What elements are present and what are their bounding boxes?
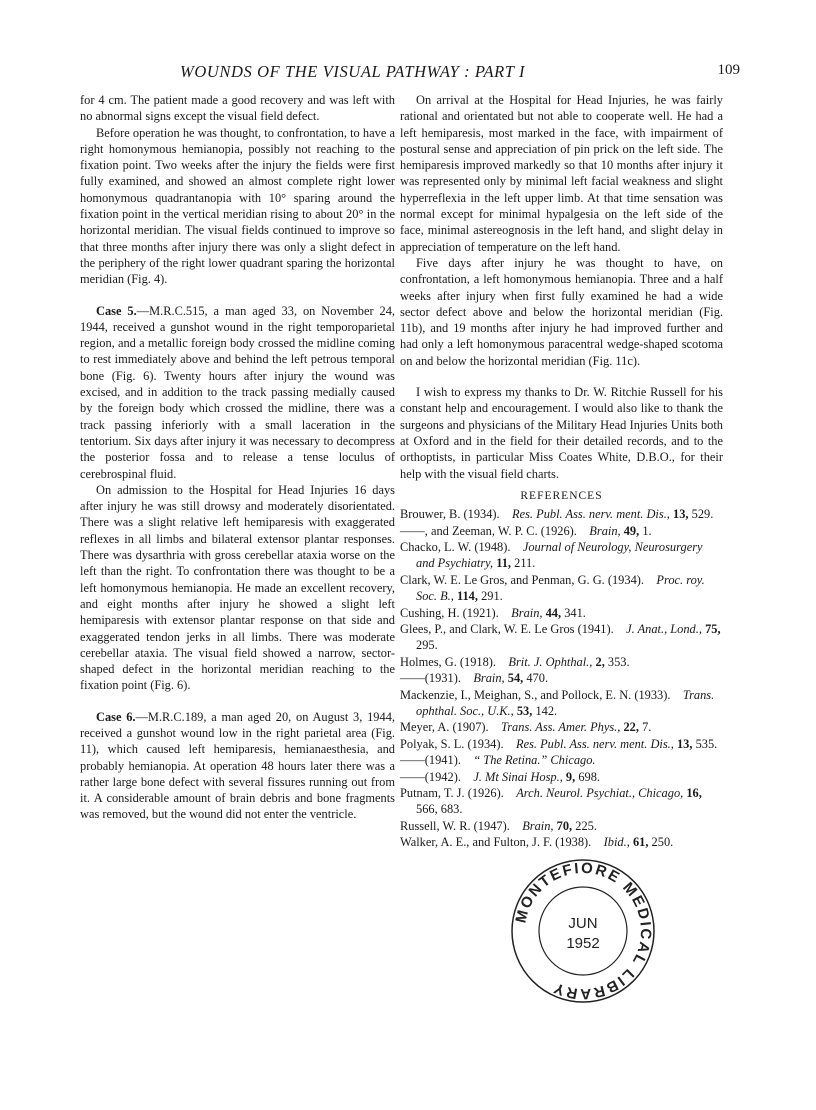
case-6-text: —M.R.C.189, a man aged 20, on August 3, 1944, received a gunshot wound low in the right parietal area (Fig. 11), which caused left hemiparesis, hemianaesthesia, and probably hemianopia. At operation 48 hours later there was a rather large bone defect with several fissures running out from it. A considerable amount of brain debris and bone fragments was removed, but the wound did not enter the ventricle. [80, 709, 395, 822]
running-title: WOUNDS OF THE VISUAL PATHWAY : PART I [180, 62, 526, 81]
page-number: 109 [717, 62, 740, 78]
paragraph: Five days after injury he was thought to have, on confrontation, a left homonymous hemianopia. Three and a half weeks after injury when first fully examined he had a wide sector defect above and below the horizontal meridian (Fig. 11b), and 19 months after injury he had improved further and had only a left homonymous paracentral wedge-shaped scotoma on and below the horizontal meridian (Fig. 11c). [400, 255, 723, 368]
reference-volume: 11, [496, 556, 512, 571]
reference-journal: Journal of Neurology, Neurosurgery and Psychiatry, [416, 539, 703, 571]
reference-journal: Trans. ophthal. Soc., U.K., [416, 687, 715, 718]
reference-pages: 7. [642, 720, 652, 735]
reference-pages: 566, 683. [416, 802, 463, 817]
library-stamp [508, 856, 658, 1006]
paragraph: On arrival at the Hospital for Head Injuries, he was fairly rational and orientated but not able to cooperate well. He had a left hemiparesis, most marked in the face, with impairment of postural sense and appreciation of pin prick on the left side. The hemiparesis improved markedly so that 10 months after injury it was represented only by minimal left facial weakness and slight hyperreflexia in the left upper limb. At that time sensation was normal except for minimal hypalgesia on the left side of the face, minimal astereognosis in the left hand, and slight delay in appreciation of temperature on the left hand. [400, 93, 723, 254]
reference-journal: Brain, [589, 523, 621, 538]
reference-entry [400, 523, 723, 539]
reference-journal: Brain, [511, 605, 543, 620]
reference-volume: 9, [565, 769, 576, 784]
reference-journal: Res. Publ. Ass. nerv. ment. Dis., [516, 736, 674, 751]
reference-author: Polyak, S. L. (1934). [400, 736, 504, 751]
reference-author: ——, and Zeeman, W. P. C. (1926). [400, 523, 577, 538]
paragraph: On admission to the Hospital for Head Injuries 16 days after injury he was still drowsy and moderately disorientated. There was a slight relative left hemiparesis with exaggerated reflexes in all limbs and bilateral extensor plantar responses. There was dysarthria with gross cerebellar ataxia worse on the left than the right. To confrontation there was thought to be a left homonymous hemianopia. He made an excellent recovery, and eight months after injury he showed a slight left hemiparesis with extensor plantar response on that side and exaggerated tendon jerks in all limbs. There was moderate cerebellar ataxia. The visual field showed a narrow, sector-shaped defect in the horizontal meridian reaching to the fixation point (Fig. 6). [80, 482, 395, 693]
reference-entry [400, 785, 723, 818]
reference-author: Chacko, L. W. (1948). [400, 539, 511, 554]
reference-author: Russell, W. R. (1947). [400, 818, 510, 833]
reference-pages: 698. [578, 769, 600, 784]
reference-author: Holmes, G. (1918). [400, 654, 497, 669]
reference-entry [400, 834, 723, 850]
reference-journal: Brain, [473, 671, 505, 686]
reference-journal: Trans. Ass. Amer. Phys., [501, 720, 621, 735]
reference-entry [400, 769, 723, 785]
reference-entry [400, 621, 723, 654]
reference-journal: Res. Publ. Ass. nerv. ment. Dis., [512, 507, 670, 522]
reference-entry [400, 687, 723, 720]
reference-journal: Ibid., [603, 835, 630, 850]
reference-entry [400, 752, 723, 768]
reference-volume: 2, [595, 654, 605, 669]
reference-entry [400, 605, 723, 621]
case-5-text: —M.R.C.515, a man aged 33, on November 24, 1944, received a gunshot wound in the right temporoparietal region, and a metallic foreign body crossed the midline coming to rest immediately above and behind the left petrous temporal bone (Fig. 6). Twenty hours after injury the wound was excised, and in addition to the track passing medially caused by the foreign body which crossed the midline, there was a track passing inferiorly with a small laceration in the tentorium. Six days after injury it was necessary to decompress the posterior fossa and to release a tense loculus of cerebrospinal fluid. [80, 303, 396, 481]
reference-author: ——(1942). [400, 769, 461, 784]
reference-pages: 142. [535, 704, 558, 718]
reference-pages: 1. [642, 523, 652, 538]
left-column [80, 92, 395, 823]
reference-author: Walker, A. E., and Fulton, J. F. (1938). [400, 835, 592, 850]
case-5-paragraph [80, 303, 395, 482]
stamp-arc-text: MONTEFIORE MEDICAL LIBRARY [512, 859, 655, 1003]
reference-volume: 53, [516, 704, 533, 718]
reference-pages: 225. [575, 818, 597, 833]
reference-volume: 61, [632, 835, 649, 850]
reference-entry [400, 539, 723, 572]
reference-journal: J. Anat., Lond., [626, 621, 702, 636]
reference-pages: 529. [691, 507, 714, 522]
reference-volume: 114, [456, 589, 478, 604]
reference-author: Cushing, H. (1921). [400, 605, 499, 620]
reference-volume: 44, [545, 605, 562, 620]
reference-list [400, 506, 723, 851]
reference-volume: 16, [686, 786, 702, 801]
reference-journal: Arch. Neurol. Psychiat., Chicago, [516, 786, 684, 801]
reference-author: Glees, P., and Clark, W. E. Le Gros (1941). [400, 621, 614, 636]
reference-entry [400, 506, 723, 522]
acknowledgements: I wish to express my thanks to Dr. W. Ritchie Russell for his constant help and encouragement. I would also like to thank the surgeons and physicians of the Military Head Injuries Units both at Oxford and in the field for their detailed records, and to the orthoptists, in particular Miss Coates White, D.B.O., for their help with the visual field charts. [400, 385, 723, 481]
case-6-paragraph [80, 709, 395, 823]
case-5-label: Case 5. [96, 303, 137, 318]
reference-journal: Proc. roy. Soc. B., [416, 572, 705, 604]
reference-journal: J. Mt Sinai Hosp., [473, 769, 563, 784]
reference-volume: 22, [623, 720, 639, 735]
reference-author: Putnam, T. J. (1926). [400, 786, 504, 801]
reference-journal: “ The Retina.” Chicago. [473, 753, 596, 768]
case-6-label: Case 6. [96, 709, 136, 724]
stamp-year: 1952 [566, 935, 600, 952]
reference-entry [400, 572, 723, 605]
reference-pages: 295. [416, 638, 438, 653]
reference-author: Mackenzie, I., Meighan, S., and Pollock, E. N. (1933). [400, 687, 671, 702]
reference-volume: 13, [673, 507, 689, 522]
right-column [400, 92, 723, 851]
reference-pages: 353. [607, 654, 630, 669]
reference-entry [400, 719, 723, 735]
reference-author: ——(1941). [400, 753, 461, 768]
reference-volume: 75, [705, 621, 721, 636]
stamp-month: JUN [568, 915, 598, 932]
reference-volume: 54, [507, 671, 524, 686]
paragraph: Before operation he was thought, to confrontation, to have a right homonymous hemianopia, possibly not reaching to the fixation point. Two weeks after the injury the fields were first fully examined, and showed an almost complete right lower homonymous quadrantanopia with 10° sparing around the fixation point in the vertical meridian rising to about 20° in the horizontal meridian. The visual fields continued to improve so that three months after injury there was only a slight defect in the periphery of the right lower quadrant sparing the horizontal meridian (Fig. 4). [80, 125, 395, 287]
reference-pages: 341. [564, 605, 586, 620]
reference-pages: 470. [526, 671, 549, 686]
running-header [80, 62, 740, 84]
reference-author: ——(1931). [400, 671, 461, 686]
reference-author: Clark, W. E. Le Gros, and Penman, G. G. (1934). [400, 572, 644, 587]
reference-entry [400, 654, 723, 670]
reference-pages: 211. [514, 556, 536, 571]
reference-pages: 535. [695, 736, 718, 751]
reference-entry [400, 670, 723, 686]
reference-volume: 13, [676, 736, 693, 751]
reference-pages: 291. [481, 589, 503, 604]
reference-pages: 250. [651, 835, 674, 850]
reference-entry [400, 818, 723, 834]
reference-author: Meyer, A. (1907). [400, 720, 489, 735]
references-heading: REFERENCES [520, 489, 603, 502]
reference-entry [400, 736, 723, 752]
reference-journal: Brit. J. Ophthal., [508, 654, 593, 669]
reference-author: Brouwer, B. (1934). [400, 507, 500, 522]
reference-volume: 49, [623, 523, 640, 538]
reference-volume: 70, [556, 818, 573, 833]
paragraph: for 4 cm. The patient made a good recovery and was left with no abnormal signs except the visual field defect. [80, 93, 395, 124]
reference-journal: Brain, [522, 818, 554, 833]
